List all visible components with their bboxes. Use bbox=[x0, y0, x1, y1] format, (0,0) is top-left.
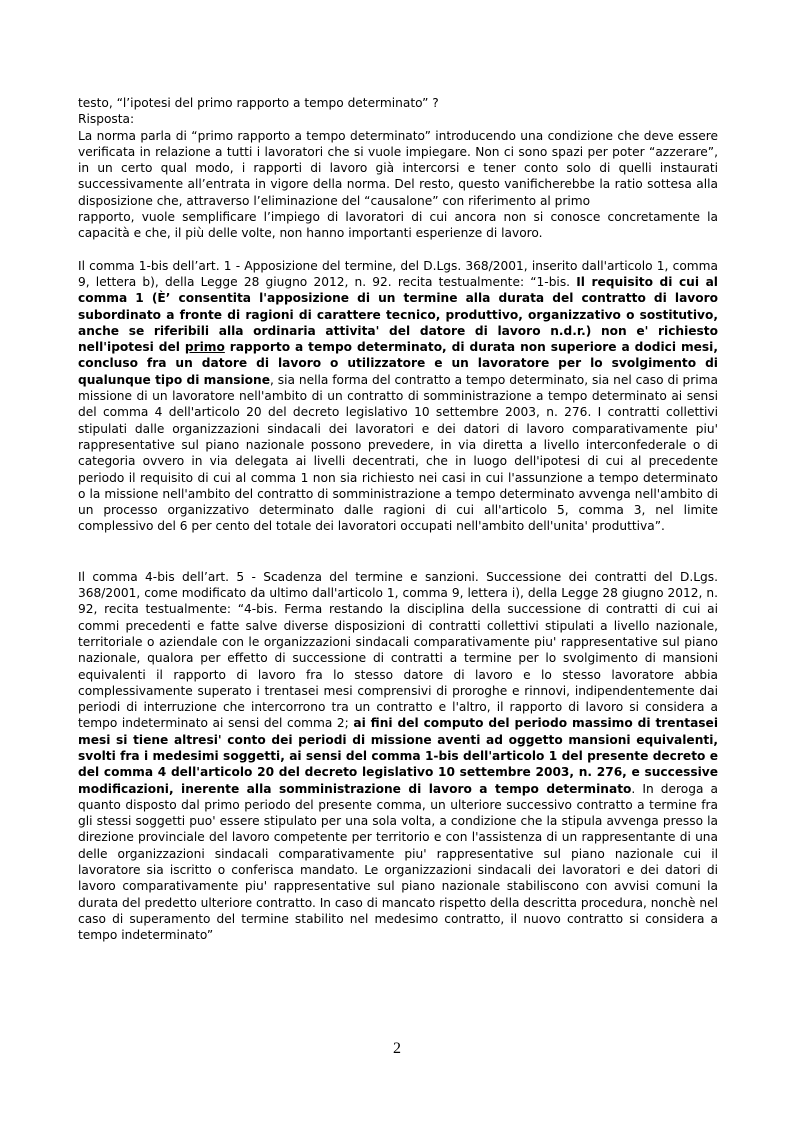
answer-paragraph: La norma parla di “primo rapporto a tempo determinato” introducendo una condizione che deve essere verificata in relazione a tutti i lavoratori che si vuole impiegare. Non ci sono spazi per poter “azzerare”, in un certo qual modo, i rapporti di lavoro già intercorsi e tener conto solo di quelli instaurati successivamente all’entrata in vigore della norma. Del resto, questo vanificherebbe la ratio sottesa alla disposizione che, attraverso l’eliminazione del “causalone” con riferimento al primo bbox=[78, 128, 718, 208]
comma-4-bis-rest: . In deroga a quanto disposto dal primo periodo del presente comma, un ulteriore successivo contratto a termine fra gli stessi soggetti puo' essere stipulato per una sola volta, a condizione che la stipula avvenga presso la direzione provinciale del lavoro competente per territorio e con l'assistenza di un rappresentante di una delle organizzazioni sindacali comparativamente piu' rappresentative sul piano nazionale cui il lavoratore sia iscritto o conferisca mandato. Le organizzazioni sindacali dei lavoratori e dei datori di lavoro comparativamente piu' rappresentative sul piano nazionale stabiliscono con avvisi comuni la durata del predetto ulteriore contratto. In caso di mancato rispetto della descritta procedura, nonchè nel caso di superamento del termine stabilito nel medesimo contratto, il nuovo contratto si considera a tempo indeterminato” bbox=[78, 781, 719, 943]
answer-label: Risposta: bbox=[78, 112, 135, 127]
comma-1-bis-paragraph bbox=[78, 258, 718, 535]
comma-4-bis-bold-quote: ai fini del computo del periodo massimo di trentasei mesi si tiene altresi' conto dei periodi di missione aventi ad oggetto mansioni equivalenti, svolti fra i medesimi soggetti, ai sensi del comma 1-bis dell'articolo 1 del presente decreto e del comma 4 dell'articolo 20 del decreto legislativo 10 settembre 2003, n. 276, e successive modificazioni, inerente alla somministrazione di lavoro a tempo determinato bbox=[78, 716, 718, 796]
comma-4-bis-paragraph bbox=[78, 569, 718, 944]
answer-paragraph-continued: rapporto, vuole semplificare l’impiego di lavoratori di cui ancora non si conosce concretamente la capacità e che, il più delle volte, non hanno importanti esperienze di lavoro. bbox=[78, 210, 718, 241]
comma-1-bis-bold-quote: Il requisito di cui al comma 1 (È’ consentita l'apposizione di un termine alla durata del contratto di lavoro subordinato a fronte di ragioni di carattere tecnico, produttivo, organizzativo o sostitutivo, anche se riferibili alla ordinaria attivita' del datore di lavoro n.d.r.) non e' richiesto nell'ipotesi del primo rapporto a tempo determinato, di durata non superiore a dodici mesi, concluso fra un datore di lavoro o utilizzatore e un lavoratore per lo svolgimento di qualunque tipo di mansione bbox=[78, 274, 718, 387]
question-tail: testo, “l’ipotesi del primo rapporto a tempo determinato” ? bbox=[78, 96, 439, 110]
underlined-primo: primo bbox=[184, 340, 225, 355]
comma-4-bis-intro: Il comma 4-bis dell’art. 5 - Scadenza del termine e sanzioni. Successione dei contratti del D.Lgs. 368/2001, come modificato da ultimo dall'articolo 1, comma 9, lettera i), della Legge 28 giugno 2012, n. 92, recita testualmente: “4-bis. Ferma restando la disciplina della successione di contratti di cui ai commi precedenti e fatte salve diverse disposizioni di contratti collettivi stipulati a livello nazionale, territoriale o aziendale con le organizzazioni sindacali comparativamente piu' rappresentative sul piano nazionale, qualora per effetto di successione di contratti a termine per lo svolgimento di mansioni equivalenti il rapporto di lavoro fra lo stesso datore di lavoro e lo stesso lavoratore abbia complessivamente superato i trentasei mesi comprensivi di proroghe e rinnovi, indipendentemente dai periodi di interruzione che intercorrono tra un contratto e l'altro, il rapporto di lavoro si considera a tempo indeterminato ai sensi del comma 2; bbox=[78, 569, 718, 731]
comma-1-bis-intro: Il comma 1-bis dell’art. 1 - Apposizione del termine, del D.Lgs. 368/2001, inserito dall'articolo 1, comma 9, lettera b), della Legge 28 giugno 2012, n. 92. recita testualmente: “1-bis. bbox=[78, 258, 718, 289]
comma-1-bis-rest: , sia nella forma del contratto a tempo determinato, sia nel caso di prima missione di un lavoratore nell'ambito di un contratto di somministrazione a tempo determinato ai sensi del comma 4 dell'articolo 20 del decreto legislativo 10 settembre 2003, n. 276. I contratti collettivi stipulati dalle organizzazioni sindacali dei lavoratori e dei datori di lavoro comparativamente piu' rappresentative sul piano nazionale possono prevedere, in via diretta a livello interconfederale o di categoria ovvero in via delegata ai livelli decentrati, che in luogo dell'ipotesi di cui al precedente periodo il requisito di cui al comma 1 non sia richiesto nei casi in cui l'assunzione a tempo determinato o la missione nell'ambito del contratto di somministrazione a tempo determinato avvenga nell'ambito di un processo organizzativo determinato dalle ragioni di cui all'articolo 5, comma 3, nel limite complessivo del 6 per cento del totale dei lavoratori occupati nell'ambito dell'unita' produttiva”. bbox=[78, 372, 719, 534]
document-page bbox=[78, 95, 718, 944]
page-number: 2 bbox=[393, 1040, 401, 1057]
